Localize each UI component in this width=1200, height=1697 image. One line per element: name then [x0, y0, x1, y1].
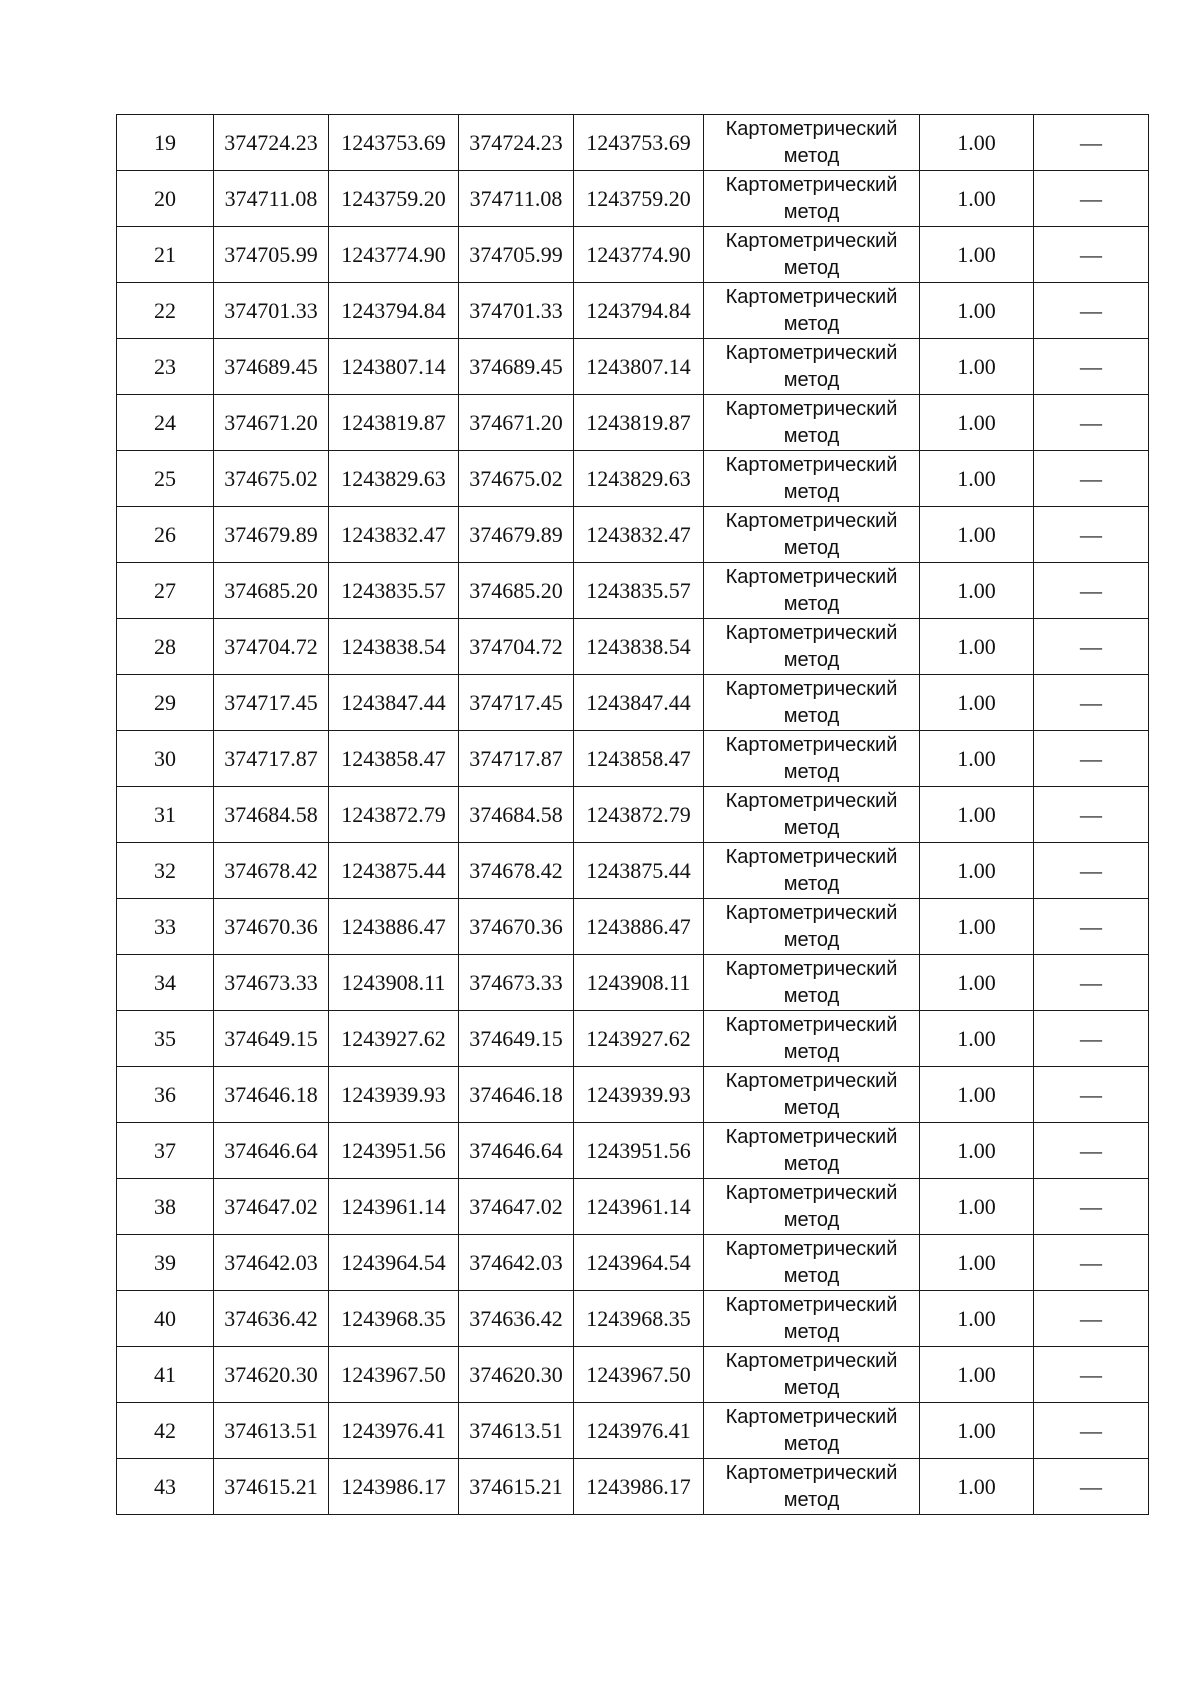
y-coordinate-cell: 1243967.50: [329, 1347, 459, 1403]
method-line-2: метод: [783, 816, 840, 839]
method-line-1: Картометрический: [725, 285, 898, 308]
method-cell: [704, 171, 920, 227]
point-number-cell: 19: [117, 115, 214, 171]
x-coordinate-new-cell: 374636.42: [459, 1291, 574, 1347]
method-line-2: метод: [783, 536, 840, 559]
table-row: [117, 1123, 1149, 1179]
note-cell: —: [1034, 1459, 1149, 1515]
point-number-cell: 25: [117, 451, 214, 507]
note-cell: —: [1034, 1123, 1149, 1179]
y-coordinate-new-cell: 1243967.50: [574, 1347, 704, 1403]
method-line-2: метод: [783, 1208, 840, 1231]
x-coordinate-new-cell: 374620.30: [459, 1347, 574, 1403]
note-cell: —: [1034, 675, 1149, 731]
y-coordinate-cell: 1243807.14: [329, 339, 459, 395]
method-line-1: Картометрический: [725, 677, 898, 700]
x-coordinate-cell: 374724.23: [214, 115, 329, 171]
x-coordinate-new-cell: 374646.64: [459, 1123, 574, 1179]
y-coordinate-cell: 1243794.84: [329, 283, 459, 339]
method-line-2: метод: [783, 144, 840, 167]
point-number-cell: 34: [117, 955, 214, 1011]
point-number-cell: 28: [117, 619, 214, 675]
table-body: [117, 115, 1149, 1515]
note-cell: —: [1034, 171, 1149, 227]
method-line-1: Картометрический: [725, 1405, 898, 1428]
method-line-1: Картометрический: [725, 397, 898, 420]
method-cell: [704, 1459, 920, 1515]
table-row: [117, 1459, 1149, 1515]
precision-cell: 1.00: [920, 1403, 1034, 1459]
note-cell: —: [1034, 619, 1149, 675]
note-cell: —: [1034, 1235, 1149, 1291]
method-cell: [704, 1179, 920, 1235]
point-number-cell: 41: [117, 1347, 214, 1403]
method-cell: [704, 507, 920, 563]
method-line-2: метод: [783, 368, 840, 391]
x-coordinate-cell: 374620.30: [214, 1347, 329, 1403]
y-coordinate-new-cell: 1243908.11: [574, 955, 704, 1011]
note-cell: —: [1034, 563, 1149, 619]
method-line-2: метод: [783, 1320, 840, 1343]
method-cell: [704, 115, 920, 171]
point-number-cell: 38: [117, 1179, 214, 1235]
point-number-cell: 31: [117, 787, 214, 843]
y-coordinate-cell: 1243951.56: [329, 1123, 459, 1179]
precision-cell: 1.00: [920, 1123, 1034, 1179]
method-line-2: метод: [783, 1264, 840, 1287]
y-coordinate-cell: 1243847.44: [329, 675, 459, 731]
method-line-1: Картометрический: [725, 901, 898, 924]
x-coordinate-cell: 374675.02: [214, 451, 329, 507]
x-coordinate-new-cell: 374679.89: [459, 507, 574, 563]
method-line-2: метод: [783, 312, 840, 335]
method-line-1: Картометрический: [725, 509, 898, 532]
x-coordinate-new-cell: 374717.87: [459, 731, 574, 787]
method-line-2: метод: [783, 256, 840, 279]
table-row: [117, 955, 1149, 1011]
y-coordinate-new-cell: 1243875.44: [574, 843, 704, 899]
point-number-cell: 30: [117, 731, 214, 787]
method-line-2: метод: [783, 984, 840, 1007]
x-coordinate-cell: 374636.42: [214, 1291, 329, 1347]
note-cell: —: [1034, 731, 1149, 787]
y-coordinate-new-cell: 1243951.56: [574, 1123, 704, 1179]
table-row: [117, 1179, 1149, 1235]
method-line-1: Картометрический: [725, 733, 898, 756]
table-row: [117, 1403, 1149, 1459]
table-row: [117, 1347, 1149, 1403]
method-cell: [704, 451, 920, 507]
y-coordinate-new-cell: 1243832.47: [574, 507, 704, 563]
method-line-2: метод: [783, 1096, 840, 1119]
method-line-2: метод: [783, 1488, 840, 1511]
method-line-2: метод: [783, 704, 840, 727]
y-coordinate-new-cell: 1243986.17: [574, 1459, 704, 1515]
point-number-cell: 40: [117, 1291, 214, 1347]
y-coordinate-new-cell: 1243939.93: [574, 1067, 704, 1123]
note-cell: —: [1034, 1179, 1149, 1235]
point-number-cell: 23: [117, 339, 214, 395]
method-cell: [704, 227, 920, 283]
method-cell: [704, 395, 920, 451]
precision-cell: 1.00: [920, 1179, 1034, 1235]
table-row: [117, 843, 1149, 899]
y-coordinate-cell: 1243939.93: [329, 1067, 459, 1123]
method-cell: [704, 899, 920, 955]
method-line-1: Картометрический: [725, 621, 898, 644]
y-coordinate-cell: 1243872.79: [329, 787, 459, 843]
table-row: [117, 675, 1149, 731]
method-line-1: Картометрический: [725, 453, 898, 476]
x-coordinate-new-cell: 374649.15: [459, 1011, 574, 1067]
y-coordinate-new-cell: 1243886.47: [574, 899, 704, 955]
method-cell: [704, 843, 920, 899]
table-row: [117, 1067, 1149, 1123]
y-coordinate-new-cell: 1243964.54: [574, 1235, 704, 1291]
point-number-cell: 24: [117, 395, 214, 451]
precision-cell: 1.00: [920, 563, 1034, 619]
x-coordinate-new-cell: 374675.02: [459, 451, 574, 507]
note-cell: —: [1034, 339, 1149, 395]
table-row: [117, 563, 1149, 619]
point-number-cell: 27: [117, 563, 214, 619]
y-coordinate-new-cell: 1243794.84: [574, 283, 704, 339]
y-coordinate-cell: 1243774.90: [329, 227, 459, 283]
precision-cell: 1.00: [920, 1235, 1034, 1291]
table-row: [117, 395, 1149, 451]
method-line-1: Картометрический: [725, 1293, 898, 1316]
y-coordinate-new-cell: 1243774.90: [574, 227, 704, 283]
y-coordinate-cell: 1243759.20: [329, 171, 459, 227]
y-coordinate-cell: 1243875.44: [329, 843, 459, 899]
y-coordinate-cell: 1243986.17: [329, 1459, 459, 1515]
method-line-1: Картометрический: [725, 1349, 898, 1372]
note-cell: —: [1034, 787, 1149, 843]
table-row: [117, 731, 1149, 787]
point-number-cell: 37: [117, 1123, 214, 1179]
precision-cell: 1.00: [920, 675, 1034, 731]
point-number-cell: 43: [117, 1459, 214, 1515]
y-coordinate-new-cell: 1243835.57: [574, 563, 704, 619]
note-cell: —: [1034, 955, 1149, 1011]
precision-cell: 1.00: [920, 171, 1034, 227]
note-cell: —: [1034, 283, 1149, 339]
point-number-cell: 42: [117, 1403, 214, 1459]
x-coordinate-cell: 374711.08: [214, 171, 329, 227]
method-line-1: Картометрический: [725, 117, 898, 140]
y-coordinate-cell: 1243753.69: [329, 115, 459, 171]
x-coordinate-cell: 374646.64: [214, 1123, 329, 1179]
method-line-2: метод: [783, 648, 840, 671]
note-cell: —: [1034, 227, 1149, 283]
method-line-1: Картометрический: [725, 845, 898, 868]
y-coordinate-new-cell: 1243759.20: [574, 171, 704, 227]
precision-cell: 1.00: [920, 451, 1034, 507]
y-coordinate-new-cell: 1243807.14: [574, 339, 704, 395]
precision-cell: 1.00: [920, 731, 1034, 787]
table-row: [117, 451, 1149, 507]
method-cell: [704, 283, 920, 339]
method-cell: [704, 563, 920, 619]
precision-cell: 1.00: [920, 507, 1034, 563]
method-cell: [704, 1403, 920, 1459]
x-coordinate-cell: 374647.02: [214, 1179, 329, 1235]
y-coordinate-cell: 1243858.47: [329, 731, 459, 787]
method-line-1: Картометрический: [725, 1069, 898, 1092]
y-coordinate-cell: 1243964.54: [329, 1235, 459, 1291]
table-row: [117, 283, 1149, 339]
point-number-cell: 22: [117, 283, 214, 339]
method-cell: [704, 675, 920, 731]
note-cell: —: [1034, 507, 1149, 563]
method-line-2: метод: [783, 872, 840, 895]
method-cell: [704, 1123, 920, 1179]
y-coordinate-cell: 1243829.63: [329, 451, 459, 507]
precision-cell: 1.00: [920, 115, 1034, 171]
note-cell: —: [1034, 115, 1149, 171]
method-line-1: Картометрический: [725, 1461, 898, 1484]
y-coordinate-new-cell: 1243927.62: [574, 1011, 704, 1067]
y-coordinate-cell: 1243976.41: [329, 1403, 459, 1459]
note-cell: —: [1034, 1011, 1149, 1067]
x-coordinate-new-cell: 374613.51: [459, 1403, 574, 1459]
x-coordinate-new-cell: 374673.33: [459, 955, 574, 1011]
method-cell: [704, 339, 920, 395]
point-number-cell: 29: [117, 675, 214, 731]
y-coordinate-cell: 1243886.47: [329, 899, 459, 955]
y-coordinate-cell: 1243838.54: [329, 619, 459, 675]
note-cell: —: [1034, 1347, 1149, 1403]
precision-cell: 1.00: [920, 1011, 1034, 1067]
point-number-cell: 26: [117, 507, 214, 563]
method-line-1: Картометрический: [725, 957, 898, 980]
x-coordinate-new-cell: 374685.20: [459, 563, 574, 619]
method-cell: [704, 1291, 920, 1347]
x-coordinate-cell: 374685.20: [214, 563, 329, 619]
x-coordinate-cell: 374717.45: [214, 675, 329, 731]
note-cell: —: [1034, 451, 1149, 507]
method-cell: [704, 955, 920, 1011]
y-coordinate-new-cell: 1243838.54: [574, 619, 704, 675]
x-coordinate-cell: 374701.33: [214, 283, 329, 339]
method-line-1: Картометрический: [725, 1237, 898, 1260]
coordinates-table: [116, 114, 1149, 1515]
point-number-cell: 39: [117, 1235, 214, 1291]
precision-cell: 1.00: [920, 1291, 1034, 1347]
precision-cell: 1.00: [920, 339, 1034, 395]
x-coordinate-cell: 374670.36: [214, 899, 329, 955]
x-coordinate-cell: 374684.58: [214, 787, 329, 843]
table-row: [117, 1235, 1149, 1291]
y-coordinate-new-cell: 1243858.47: [574, 731, 704, 787]
method-cell: [704, 1067, 920, 1123]
method-cell: [704, 619, 920, 675]
point-number-cell: 35: [117, 1011, 214, 1067]
x-coordinate-new-cell: 374684.58: [459, 787, 574, 843]
method-line-1: Картометрический: [725, 789, 898, 812]
table-row: [117, 787, 1149, 843]
x-coordinate-new-cell: 374724.23: [459, 115, 574, 171]
table-row: [117, 899, 1149, 955]
table-row: [117, 339, 1149, 395]
x-coordinate-new-cell: 374671.20: [459, 395, 574, 451]
x-coordinate-cell: 374671.20: [214, 395, 329, 451]
table-row: [117, 1011, 1149, 1067]
x-coordinate-new-cell: 374647.02: [459, 1179, 574, 1235]
y-coordinate-new-cell: 1243961.14: [574, 1179, 704, 1235]
point-number-cell: 32: [117, 843, 214, 899]
y-coordinate-cell: 1243835.57: [329, 563, 459, 619]
method-line-2: метод: [783, 480, 840, 503]
precision-cell: 1.00: [920, 843, 1034, 899]
precision-cell: 1.00: [920, 283, 1034, 339]
precision-cell: 1.00: [920, 227, 1034, 283]
y-coordinate-cell: 1243968.35: [329, 1291, 459, 1347]
table-row: [117, 227, 1149, 283]
x-coordinate-cell: 374642.03: [214, 1235, 329, 1291]
point-number-cell: 33: [117, 899, 214, 955]
x-coordinate-new-cell: 374670.36: [459, 899, 574, 955]
method-line-2: метод: [783, 928, 840, 951]
y-coordinate-cell: 1243961.14: [329, 1179, 459, 1235]
precision-cell: 1.00: [920, 1459, 1034, 1515]
precision-cell: 1.00: [920, 955, 1034, 1011]
note-cell: —: [1034, 1067, 1149, 1123]
method-line-2: метод: [783, 592, 840, 615]
y-coordinate-new-cell: 1243819.87: [574, 395, 704, 451]
method-line-2: метод: [783, 1040, 840, 1063]
method-line-2: метод: [783, 1152, 840, 1175]
method-line-1: Картометрический: [725, 229, 898, 252]
method-line-2: метод: [783, 760, 840, 783]
precision-cell: 1.00: [920, 619, 1034, 675]
table-row: [117, 1291, 1149, 1347]
x-coordinate-new-cell: 374717.45: [459, 675, 574, 731]
method-line-1: Картометрический: [725, 1013, 898, 1036]
y-coordinate-cell: 1243908.11: [329, 955, 459, 1011]
method-line-1: Картометрический: [725, 565, 898, 588]
table-row: [117, 507, 1149, 563]
x-coordinate-cell: 374705.99: [214, 227, 329, 283]
precision-cell: 1.00: [920, 899, 1034, 955]
y-coordinate-new-cell: 1243753.69: [574, 115, 704, 171]
note-cell: —: [1034, 843, 1149, 899]
y-coordinate-new-cell: 1243872.79: [574, 787, 704, 843]
x-coordinate-new-cell: 374704.72: [459, 619, 574, 675]
precision-cell: 1.00: [920, 1067, 1034, 1123]
method-line-2: метод: [783, 424, 840, 447]
point-number-cell: 36: [117, 1067, 214, 1123]
method-line-2: метод: [783, 200, 840, 223]
method-line-2: метод: [783, 1376, 840, 1399]
method-line-1: Картометрический: [725, 1125, 898, 1148]
x-coordinate-new-cell: 374642.03: [459, 1235, 574, 1291]
note-cell: —: [1034, 1403, 1149, 1459]
x-coordinate-cell: 374613.51: [214, 1403, 329, 1459]
method-cell: [704, 1347, 920, 1403]
x-coordinate-new-cell: 374689.45: [459, 339, 574, 395]
y-coordinate-cell: 1243832.47: [329, 507, 459, 563]
note-cell: —: [1034, 1291, 1149, 1347]
method-cell: [704, 1235, 920, 1291]
method-line-1: Картометрический: [725, 341, 898, 364]
method-line-1: Картометрический: [725, 173, 898, 196]
x-coordinate-cell: 374717.87: [214, 731, 329, 787]
method-cell: [704, 731, 920, 787]
x-coordinate-cell: 374649.15: [214, 1011, 329, 1067]
note-cell: —: [1034, 899, 1149, 955]
x-coordinate-new-cell: 374705.99: [459, 227, 574, 283]
y-coordinate-cell: 1243927.62: [329, 1011, 459, 1067]
table-row: [117, 115, 1149, 171]
x-coordinate-cell: 374615.21: [214, 1459, 329, 1515]
x-coordinate-cell: 374678.42: [214, 843, 329, 899]
y-coordinate-new-cell: 1243968.35: [574, 1291, 704, 1347]
x-coordinate-new-cell: 374678.42: [459, 843, 574, 899]
x-coordinate-new-cell: 374646.18: [459, 1067, 574, 1123]
x-coordinate-cell: 374679.89: [214, 507, 329, 563]
table-row: [117, 171, 1149, 227]
point-number-cell: 21: [117, 227, 214, 283]
y-coordinate-new-cell: 1243829.63: [574, 451, 704, 507]
precision-cell: 1.00: [920, 787, 1034, 843]
y-coordinate-cell: 1243819.87: [329, 395, 459, 451]
y-coordinate-new-cell: 1243847.44: [574, 675, 704, 731]
x-coordinate-cell: 374704.72: [214, 619, 329, 675]
y-coordinate-new-cell: 1243976.41: [574, 1403, 704, 1459]
x-coordinate-new-cell: 374615.21: [459, 1459, 574, 1515]
method-cell: [704, 787, 920, 843]
x-coordinate-cell: 374673.33: [214, 955, 329, 1011]
method-line-2: метод: [783, 1432, 840, 1455]
note-cell: —: [1034, 395, 1149, 451]
point-number-cell: 20: [117, 171, 214, 227]
method-cell: [704, 1011, 920, 1067]
precision-cell: 1.00: [920, 395, 1034, 451]
x-coordinate-cell: 374646.18: [214, 1067, 329, 1123]
method-line-1: Картометрический: [725, 1181, 898, 1204]
x-coordinate-new-cell: 374701.33: [459, 283, 574, 339]
x-coordinate-cell: 374689.45: [214, 339, 329, 395]
x-coordinate-new-cell: 374711.08: [459, 171, 574, 227]
table-row: [117, 619, 1149, 675]
precision-cell: 1.00: [920, 1347, 1034, 1403]
